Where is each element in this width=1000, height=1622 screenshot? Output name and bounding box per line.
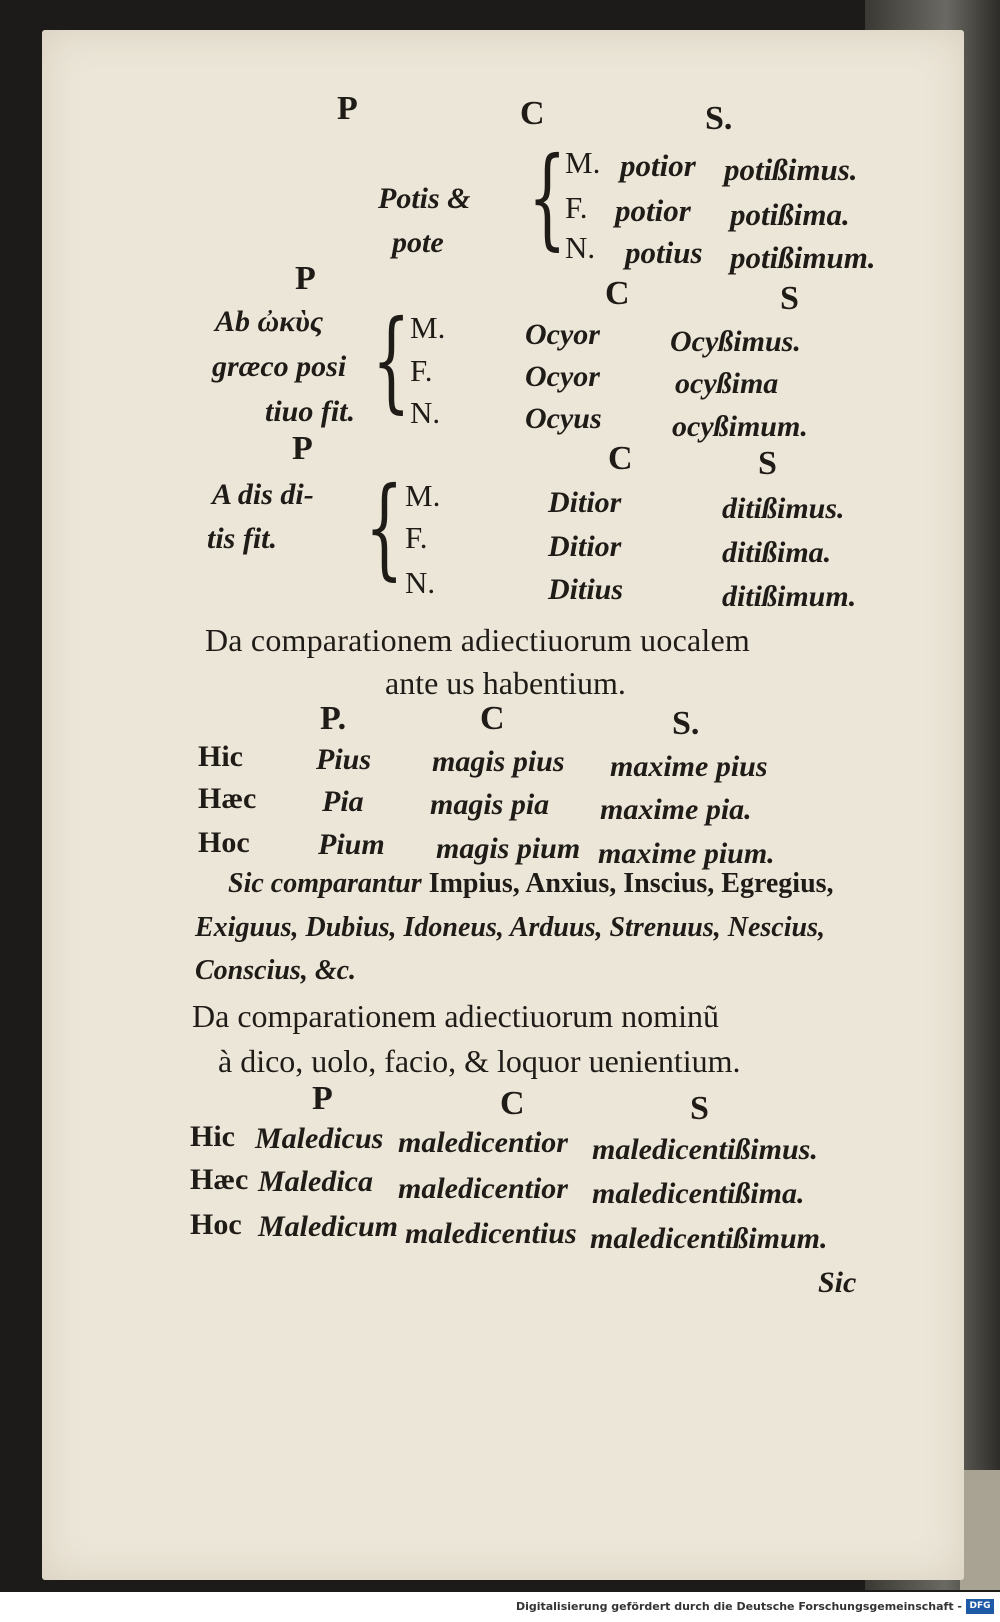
- comparative-form: Ditius: [548, 573, 624, 606]
- superlative-form: potißimum.: [730, 240, 876, 275]
- gender-label: M.: [410, 310, 446, 345]
- comparative-form: magis pius: [432, 745, 565, 778]
- superlative-form: ditißima.: [722, 536, 832, 569]
- comparative-form: potius: [625, 235, 703, 270]
- superlative-form: ditißimum.: [722, 580, 857, 613]
- superlative-form: maledicentißimum.: [590, 1222, 828, 1255]
- brace: {: [372, 296, 411, 424]
- gender-label: M.: [405, 478, 441, 513]
- comparative-form: Ocyor: [525, 318, 600, 351]
- article-label: Hic: [198, 740, 243, 773]
- comparative-form: potior: [620, 148, 696, 183]
- paragraph-line: [228, 868, 834, 900]
- article-label: Hic: [190, 1120, 235, 1153]
- degree-comparative-header: C: [520, 95, 545, 132]
- degree-superlative-header: S: [780, 280, 799, 317]
- degree-positive-header: P.: [320, 700, 347, 737]
- comparative-form: maledicentior: [398, 1172, 568, 1205]
- gender-label: F.: [410, 353, 433, 388]
- superlative-form: ocyßima: [675, 367, 779, 400]
- paragraph-lead: Sic comparantur: [228, 868, 422, 899]
- superlative-form: ocyßimum.: [672, 410, 808, 443]
- section-heading: à dico, uolo, facio, & loquor uenientium.: [218, 1043, 741, 1079]
- comparative-form: magis pia: [430, 788, 550, 821]
- origin-label: A dis di-: [212, 478, 314, 511]
- degree-comparative-header: C: [605, 275, 630, 312]
- comparative-form: Ocyus: [525, 402, 602, 435]
- article-label: Hoc: [198, 826, 250, 859]
- catchword: Sic: [818, 1266, 857, 1299]
- origin-label: græco posi: [212, 350, 347, 383]
- comparative-form: Ditior: [548, 530, 622, 563]
- comparative-form: Ditior: [548, 486, 622, 519]
- article-label: Hoc: [190, 1208, 242, 1241]
- positive-form: Pium: [318, 828, 385, 861]
- gender-label: F.: [565, 190, 588, 225]
- paragraph-text: Impius, Anxius, Inscius, Egregius,: [428, 868, 834, 899]
- degree-comparative-header: C: [608, 440, 633, 477]
- origin-label: tis fit.: [207, 522, 278, 555]
- superlative-form: Ocyßimus.: [670, 325, 801, 358]
- gender-label: N.: [405, 565, 436, 600]
- paragraph-line: Exiguus, Dubius, Idoneus, Arduus, Strenuus, Nescius,: [195, 912, 825, 943]
- article-label: Hæc: [198, 782, 257, 815]
- superlative-form: maxime pius: [610, 750, 768, 783]
- digitization-credit: Digitalisierung gefördert durch die Deutsche Forschungsgemeinschaft -: [515, 1600, 962, 1613]
- comparative-form: Ocyor: [525, 360, 600, 393]
- degree-superlative-header: S: [690, 1090, 709, 1127]
- origin-label: pote: [392, 226, 444, 259]
- gender-label: N.: [565, 230, 596, 265]
- degree-superlative-header: S: [758, 445, 777, 482]
- superlative-form: potißima.: [730, 197, 850, 232]
- gender-label: N.: [410, 395, 441, 430]
- degree-superlative-header: S.: [672, 705, 700, 742]
- positive-form: Pia: [322, 785, 364, 818]
- comparative-form: potior: [615, 193, 691, 228]
- comparative-form: maledicentius: [405, 1217, 577, 1250]
- gender-label: M.: [565, 145, 601, 180]
- positive-form: Maledicus: [255, 1122, 384, 1155]
- degree-comparative-header: C: [480, 700, 505, 737]
- superlative-form: maledicentißimus.: [592, 1133, 818, 1166]
- superlative-form: maxime pium.: [598, 837, 775, 870]
- section-heading: Da comparationem adiectiuorum nominũ: [192, 998, 719, 1034]
- comparative-form: magis pium: [436, 832, 581, 865]
- degree-comparative-header: C: [500, 1085, 525, 1122]
- positive-form: Maledicum: [258, 1210, 398, 1243]
- gender-label: F.: [405, 520, 428, 555]
- positive-form: Maledica: [258, 1165, 373, 1198]
- superlative-form: maledicentißima.: [592, 1177, 805, 1210]
- scan-border: [960, 1470, 1000, 1590]
- comparative-form: maledicentior: [398, 1126, 568, 1159]
- superlative-form: potißimus.: [724, 152, 858, 187]
- dfg-logo-icon: DFG: [966, 1599, 994, 1614]
- origin-label: Potis &: [378, 182, 471, 215]
- origin-label: Ab ὠκὺς: [215, 305, 324, 338]
- brace: {: [528, 133, 567, 261]
- origin-label: tiuo fit.: [265, 395, 356, 428]
- brace: {: [365, 463, 404, 591]
- superlative-form: maxime pia.: [600, 793, 752, 826]
- section-heading: ante us habentium.: [385, 665, 626, 701]
- section-heading: Da comparationem adiectiuorum uocalem: [205, 622, 750, 658]
- degree-positive-header: P: [337, 90, 358, 127]
- positive-form: Pius: [316, 743, 372, 776]
- superlative-form: ditißimus.: [722, 492, 845, 525]
- article-label: Hæc: [190, 1163, 249, 1196]
- degree-superlative-header: S.: [705, 100, 733, 137]
- degree-positive-header: P: [312, 1080, 333, 1117]
- paragraph-line: Conscius, &c.: [195, 955, 357, 986]
- degree-positive-header: P: [292, 430, 313, 467]
- degree-positive-header: P: [295, 260, 316, 297]
